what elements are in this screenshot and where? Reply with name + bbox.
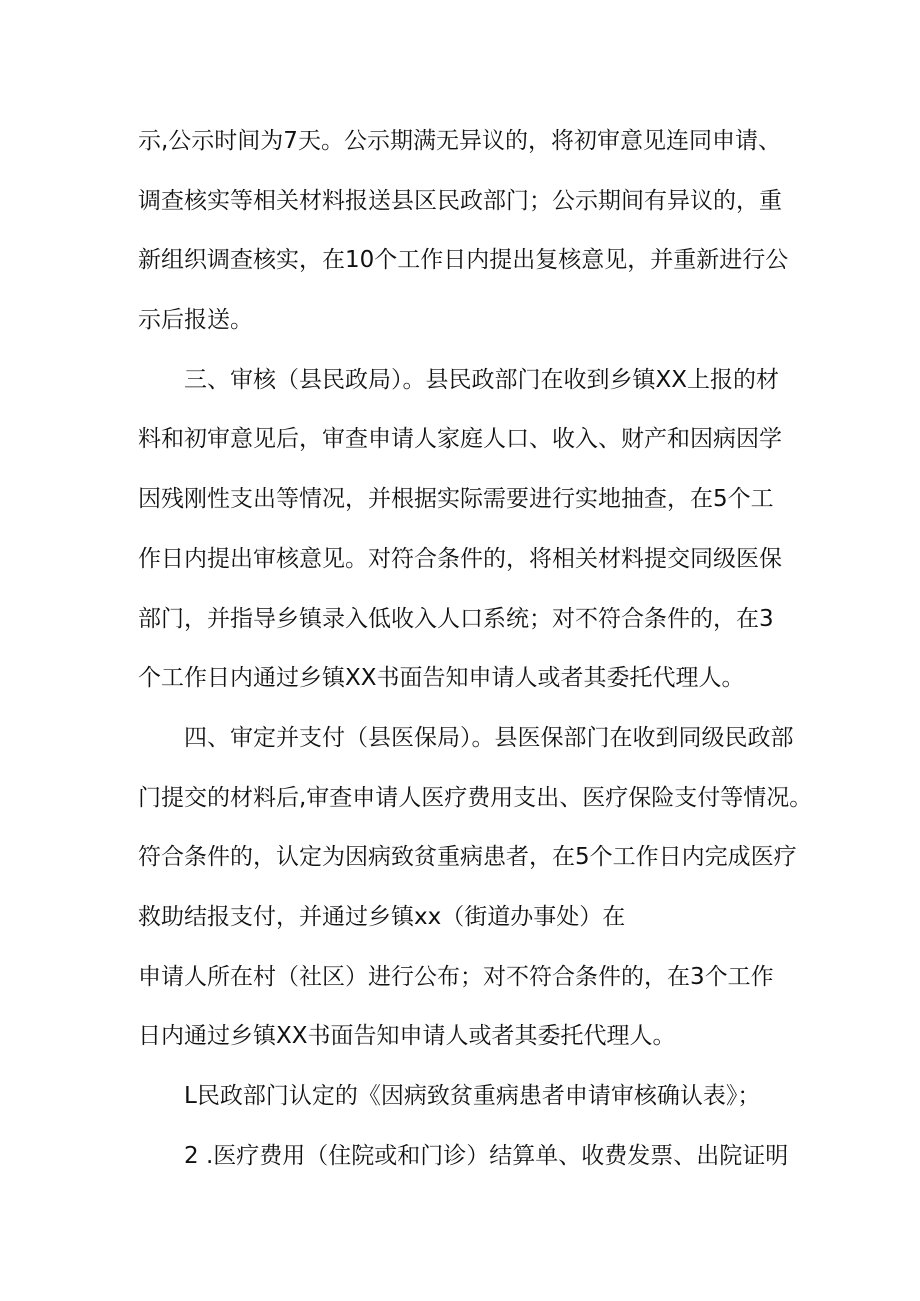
- text-line: 新组织调查核实，在10个工作日内提出复核意见，并重新进行公: [138, 247, 789, 273]
- text-line: 日内通过乡镇XX书面告知申请人或者其委托代理人。: [138, 1023, 676, 1049]
- text-line: 申请人所在村（社区）进行公布；对不符合条件的，在3个工作: [138, 964, 774, 990]
- list-item-1: L民政部门认定的《因病致贫重病患者申请审核确认表》；: [184, 1083, 761, 1109]
- paragraph-heading-4: 四、审定并支付（县医保局）。县医保部门在收到同级民政部: [184, 725, 794, 751]
- text-line: 示,公示时间为7天。公示期满无异议的，将初审意见连同申请、: [138, 128, 781, 154]
- paragraph-heading-3: 三、审核（县民政局）。县民政部门在收到乡镇XX上报的材: [184, 367, 780, 393]
- text-line: 调查核实等相关材料报送县区民政部门；公示期间有异议的，重: [138, 188, 782, 214]
- text-line: 救助结报支付，并通过乡镇xx（街道办事处）在: [138, 904, 626, 930]
- text-line: 符合条件的，认定为因病致贫重病患者，在5个工作日内完成医疗: [138, 844, 797, 870]
- list-item-2: 2 .医疗费用（住院或和门诊）结算单、收费发票、出院证明: [184, 1143, 789, 1169]
- text-line: 个工作日内通过乡镇XX书面告知申请人或者其委托代理人。: [138, 665, 745, 691]
- text-line: 料和初审意见后，审查申请人家庭人口、收入、财产和因病因学: [138, 426, 782, 452]
- text-line: 示后报送。: [138, 307, 253, 333]
- text-line: 部门，并指导乡镇录入低收入人口系统；对不符合条件的，在3: [138, 606, 774, 632]
- text-line: 作日内提出审核意见。对符合条件的，将相关材料提交同级医保: [138, 546, 782, 572]
- text-line: 门提交的材料后,审查申请人医疗费用支出、医疗保险支付等情况。: [138, 785, 813, 811]
- text-line: 因残刚性支出等情况，并根据实际需要进行实地抽查，在5个工: [138, 486, 774, 512]
